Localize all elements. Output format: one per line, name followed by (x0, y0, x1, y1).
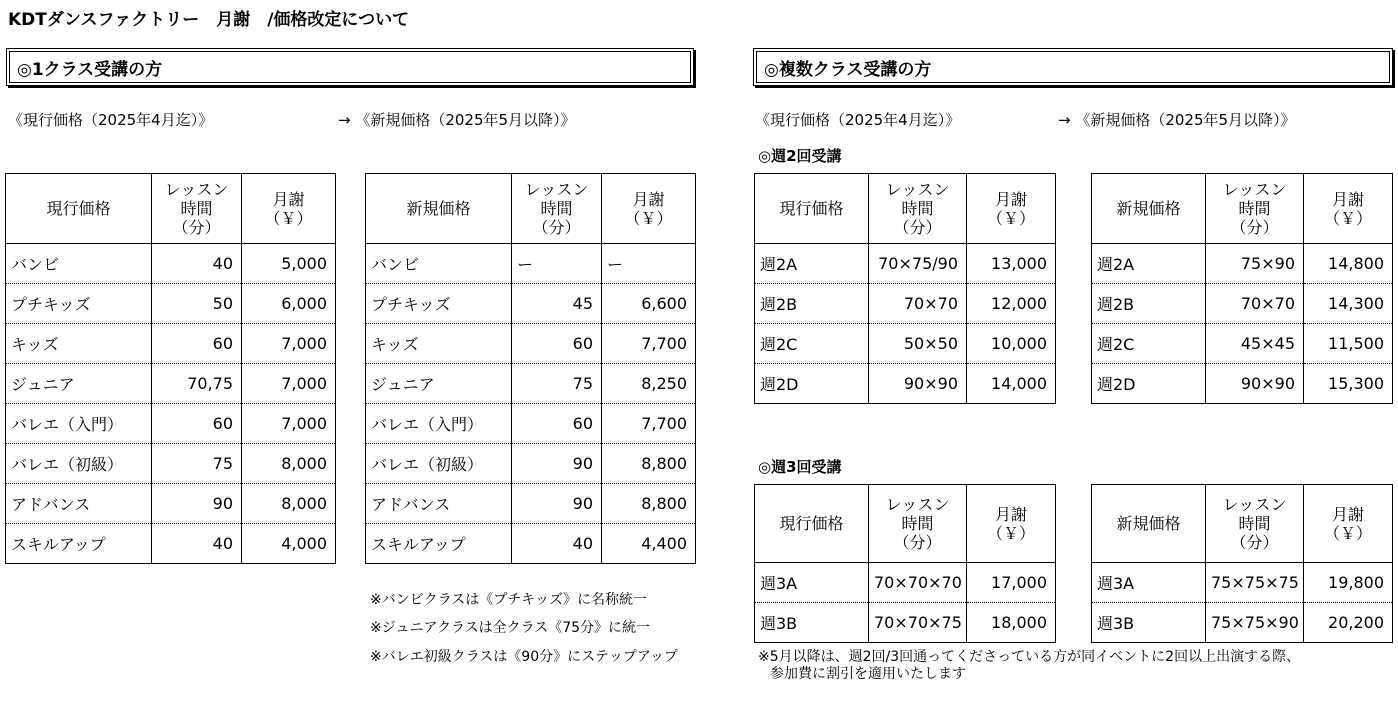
table-row (366, 444, 696, 484)
single-current-price-table (5, 173, 336, 564)
lesson-time-cell: 60 (152, 324, 242, 364)
current-price-caption-multi: 《現行価格（2025年4月迄）》 (755, 111, 961, 129)
current-price-caption: 《現行価格（2025年4月迄）》 (8, 111, 214, 129)
table-header-row (366, 174, 696, 244)
table-row (1092, 603, 1393, 643)
monthly-fee-cell: 8,800 (602, 444, 696, 484)
column-header: 月謝 （￥） (967, 485, 1056, 563)
table-row (6, 324, 336, 364)
monthly-fee-cell: 8,250 (602, 364, 696, 404)
table-row (755, 244, 1056, 284)
lesson-time-cell: 60 (152, 404, 242, 444)
column-header: 月謝 （￥） (602, 174, 696, 244)
class-name-cell: 週2C (1092, 324, 1206, 364)
week2-current-price-table (754, 173, 1056, 404)
table-row (1092, 324, 1393, 364)
class-name-cell: 週2A (1092, 244, 1206, 284)
column-header: レッスン 時間 （分） (1206, 485, 1304, 563)
lesson-time-cell: 75×75×90 (1206, 603, 1304, 643)
column-header: レッスン 時間 （分） (869, 174, 967, 244)
lesson-time-cell: 90×90 (869, 364, 967, 404)
monthly-fee-cell: 7,000 (242, 364, 336, 404)
monthly-fee-cell: ー (602, 244, 696, 284)
lesson-time-cell: 75×75×75 (1206, 563, 1304, 603)
column-header: 現行価格 (755, 485, 869, 563)
monthly-fee-cell: 7,700 (602, 324, 696, 364)
table-row (6, 364, 336, 404)
discount-note: ※5月以降は、週2回/3回通ってくださっている方が同イベントに2回以上出演する際、 (758, 649, 1301, 665)
monthly-fee-cell: 6,600 (602, 284, 696, 324)
week3-new-price-table (1091, 484, 1393, 643)
table-row (1092, 563, 1393, 603)
column-header: 月謝 （￥） (967, 174, 1056, 244)
monthly-fee-cell: 14,800 (1304, 244, 1393, 284)
column-header: 月謝 （￥） (242, 174, 336, 244)
lesson-time-cell: ー (512, 244, 602, 284)
week2-label: ◎週2回受講 (758, 147, 842, 165)
note-bambi: ※バンビクラスは《プチキッズ》に名称統一 (370, 592, 648, 608)
lesson-time-cell: 70×70×70 (869, 563, 967, 603)
table-header-row (755, 174, 1056, 244)
lesson-time-cell: 60 (512, 324, 602, 364)
week3-current-price-table (754, 484, 1056, 643)
lesson-time-cell: 50×50 (869, 324, 967, 364)
class-name-cell: 週2B (1092, 284, 1206, 324)
class-name-cell: バレエ（入門） (6, 404, 152, 444)
monthly-fee-cell: 7,000 (242, 404, 336, 444)
table-row (366, 484, 696, 524)
lesson-time-cell: 70×75/90 (869, 244, 967, 284)
single-new-price-table (365, 173, 696, 564)
column-header: 月謝 （￥） (1304, 485, 1393, 563)
class-name-cell: スキルアップ (6, 524, 152, 564)
lesson-time-cell: 90 (512, 444, 602, 484)
section-header-multi-class: ◎複数クラス受講の方 (753, 48, 1393, 86)
table-header-row (1092, 174, 1393, 244)
lesson-time-cell: 70×70 (1206, 284, 1304, 324)
class-name-cell: 週2B (755, 284, 869, 324)
note-ballet: ※バレエ初級クラスは《90分》にステップアップ (370, 649, 678, 665)
class-name-cell: バレエ（入門） (366, 404, 512, 444)
lesson-time-cell: 75 (512, 364, 602, 404)
monthly-fee-cell: 5,000 (242, 244, 336, 284)
monthly-fee-cell: 17,000 (967, 563, 1056, 603)
class-name-cell: ジュニア (6, 364, 152, 404)
monthly-fee-cell: 18,000 (967, 603, 1056, 643)
table-row (366, 524, 696, 564)
class-name-cell: 週2D (755, 364, 869, 404)
column-header: 新規価格 (1092, 485, 1206, 563)
monthly-fee-cell: 8,000 (242, 484, 336, 524)
lesson-time-cell: 90 (512, 484, 602, 524)
class-name-cell: 週2A (755, 244, 869, 284)
class-name-cell: 週3B (1092, 603, 1206, 643)
new-price-caption: → 《新規価格（2025年5月以降）》 (338, 111, 576, 129)
table-row (755, 284, 1056, 324)
table-header-row (1092, 485, 1393, 563)
column-header: 新規価格 (366, 174, 512, 244)
monthly-fee-cell: 12,000 (967, 284, 1056, 324)
column-header: 現行価格 (6, 174, 152, 244)
monthly-fee-cell: 8,800 (602, 484, 696, 524)
table-row (755, 603, 1056, 643)
table-row (6, 244, 336, 284)
class-name-cell: 週3B (755, 603, 869, 643)
lesson-time-cell: 45×45 (1206, 324, 1304, 364)
monthly-fee-cell: 4,000 (242, 524, 336, 564)
monthly-fee-cell: 10,000 (967, 324, 1056, 364)
class-name-cell: プチキッズ (366, 284, 512, 324)
monthly-fee-cell: 13,000 (967, 244, 1056, 284)
lesson-time-cell: 40 (152, 244, 242, 284)
lesson-time-cell: 45 (512, 284, 602, 324)
table-row (6, 404, 336, 444)
class-name-cell: 週2C (755, 324, 869, 364)
table-row (755, 364, 1056, 404)
table-header-row (6, 174, 336, 244)
lesson-time-cell: 40 (512, 524, 602, 564)
class-name-cell: ジュニア (366, 364, 512, 404)
lesson-time-cell: 75 (152, 444, 242, 484)
table-row (755, 324, 1056, 364)
monthly-fee-cell: 11,500 (1304, 324, 1393, 364)
monthly-fee-cell: 20,200 (1304, 603, 1393, 643)
lesson-time-cell: 75×90 (1206, 244, 1304, 284)
lesson-time-cell: 70×70 (869, 284, 967, 324)
class-name-cell: アドバンス (366, 484, 512, 524)
lesson-time-cell: 60 (512, 404, 602, 444)
class-name-cell: プチキッズ (6, 284, 152, 324)
class-name-cell: 週3A (1092, 563, 1206, 603)
monthly-fee-cell: 14,300 (1304, 284, 1393, 324)
monthly-fee-cell: 6,000 (242, 284, 336, 324)
column-header: 現行価格 (755, 174, 869, 244)
table-row (6, 444, 336, 484)
table-row (6, 524, 336, 564)
lesson-time-cell: 90×90 (1206, 364, 1304, 404)
class-name-cell: アドバンス (6, 484, 152, 524)
monthly-fee-cell: 7,700 (602, 404, 696, 444)
table-row (755, 563, 1056, 603)
column-header: レッスン 時間 （分） (1206, 174, 1304, 244)
note-junior: ※ジュニアクラスは全クラス《75分》に統一 (370, 620, 651, 636)
column-header: 新規価格 (1092, 174, 1206, 244)
table-row (1092, 364, 1393, 404)
table-row (1092, 244, 1393, 284)
class-name-cell: バンビ (6, 244, 152, 284)
monthly-fee-cell: 8,000 (242, 444, 336, 484)
class-name-cell: バレエ（初級） (366, 444, 512, 484)
table-row (1092, 284, 1393, 324)
class-name-cell: キッズ (6, 324, 152, 364)
column-header: レッスン 時間 （分） (869, 485, 967, 563)
lesson-time-cell: 70,75 (152, 364, 242, 404)
class-name-cell: 週2D (1092, 364, 1206, 404)
discount-note-continued: 参加費に割引を適用いたします (770, 666, 966, 682)
lesson-time-cell: 90 (152, 484, 242, 524)
monthly-fee-cell: 14,000 (967, 364, 1056, 404)
page-title: KDTダンスファクトリー 月謝 /価格改定について (8, 10, 410, 30)
week2-new-price-table (1091, 173, 1393, 404)
class-name-cell: バンビ (366, 244, 512, 284)
monthly-fee-cell: 19,800 (1304, 563, 1393, 603)
week3-label: ◎週3回受講 (758, 458, 842, 476)
monthly-fee-cell: 7,000 (242, 324, 336, 364)
table-row (366, 324, 696, 364)
table-row (366, 364, 696, 404)
table-row (366, 284, 696, 324)
column-header: 月謝 （￥） (1304, 174, 1393, 244)
lesson-time-cell: 50 (152, 284, 242, 324)
new-price-caption-multi: → 《新規価格（2025年5月以降）》 (1058, 111, 1296, 129)
class-name-cell: バレエ（初級） (6, 444, 152, 484)
table-row (6, 284, 336, 324)
table-row (6, 484, 336, 524)
column-header: レッスン 時間 （分） (512, 174, 602, 244)
class-name-cell: キッズ (366, 324, 512, 364)
column-header: レッスン 時間 （分） (152, 174, 242, 244)
monthly-fee-cell: 15,300 (1304, 364, 1393, 404)
table-header-row (755, 485, 1056, 563)
class-name-cell: 週3A (755, 563, 869, 603)
section-header-single-class: ◎1クラス受講の方 (6, 48, 694, 86)
lesson-time-cell: 40 (152, 524, 242, 564)
class-name-cell: スキルアップ (366, 524, 512, 564)
monthly-fee-cell: 4,400 (602, 524, 696, 564)
table-row (366, 244, 696, 284)
table-row (366, 404, 696, 444)
lesson-time-cell: 70×70×75 (869, 603, 967, 643)
